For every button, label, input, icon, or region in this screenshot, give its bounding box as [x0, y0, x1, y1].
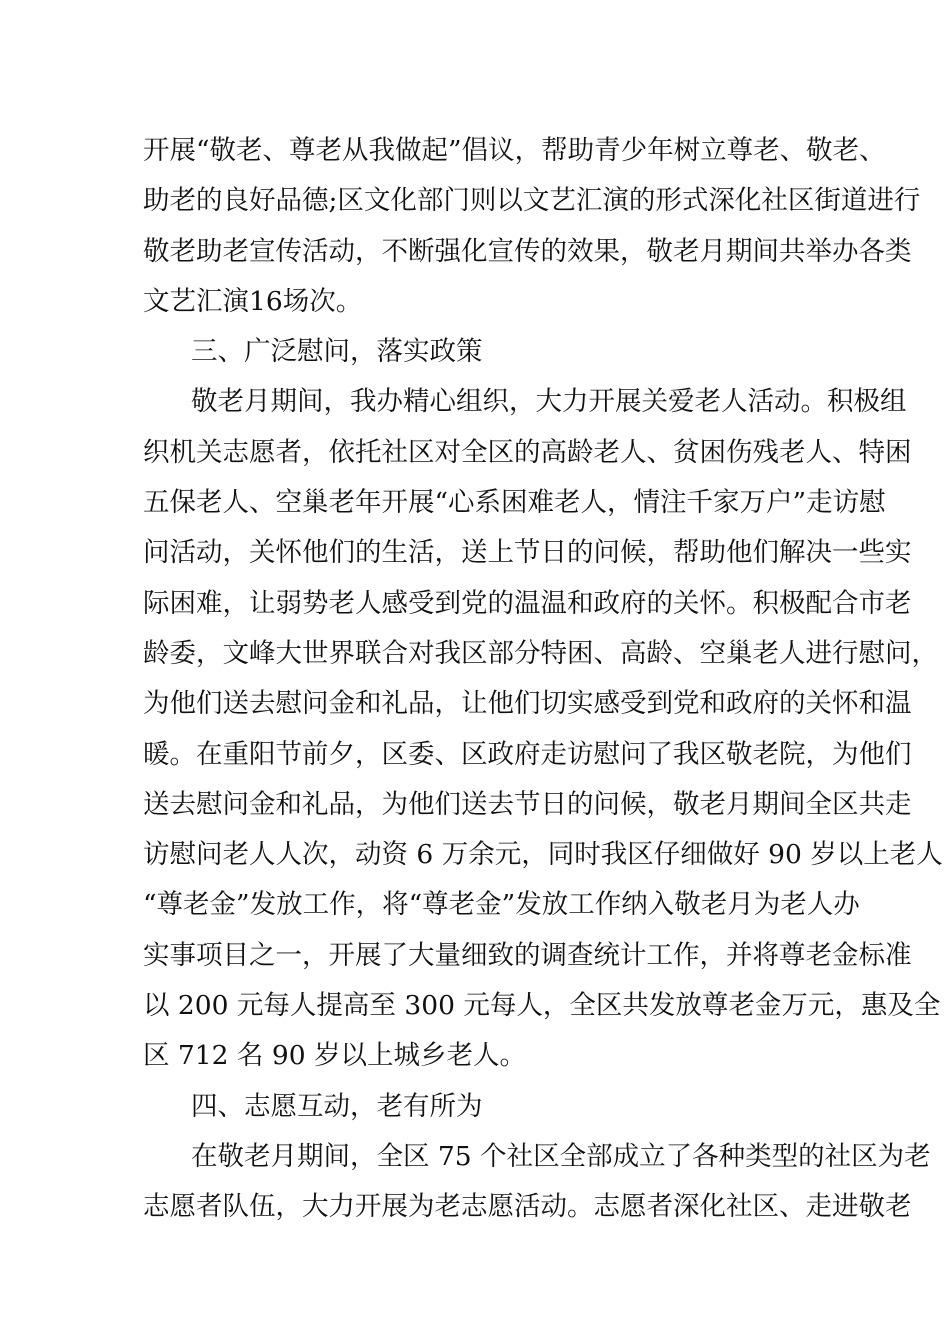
- section-heading: 四、志愿互动，老有所为: [191, 1090, 483, 1122]
- paragraph-line: 访慰问老人人次，动资 6 万余元，同时我区仔细做好 90 岁以上老人: [143, 839, 943, 871]
- paragraph-line: 实事项目之一，开展了大量细致的调查统计工作，并将尊老金标准: [143, 939, 912, 971]
- paragraph-line: 区 712 名 90 岁以上城乡老人。: [143, 1040, 526, 1072]
- paragraph-line: 为他们送去慰问金和礼品，让他们切实感受到党和政府的关怀和温: [143, 688, 912, 720]
- paragraph-line: 际困难，让弱势老人感受到党的温温和政府的关怀。积极配合市老: [143, 587, 912, 619]
- paragraph-line: 在敬老月期间，全区 75 个社区全部成立了各种类型的社区为老: [191, 1140, 931, 1172]
- paragraph-line: 敬老月期间，我办精心组织，大力开展关爱老人活动。积极组: [191, 386, 907, 418]
- paragraph-line: 龄委，文峰大世界联合对我区部分特困、高龄、空巢老人进行慰问，: [143, 637, 938, 669]
- paragraph-line: 志愿者队伍，大力开展为老志愿活动。志愿者深化社区、走进敬老: [143, 1191, 912, 1223]
- paragraph-line: 织机关志愿者，依托社区对全区的高龄老人、贫困伤残老人、特困: [143, 436, 912, 468]
- section-heading: 三、广泛慰问，落实政策: [191, 336, 483, 368]
- paragraph-line: 暖。在重阳节前夕，区委、区政府走访慰问了我区敬老院，为他们: [143, 738, 912, 770]
- paragraph-line: 送去慰问金和礼品，为他们送去节日的问候，敬老月期间全区共走: [143, 788, 912, 820]
- paragraph-line: 文艺汇演16场次。: [143, 285, 363, 317]
- paragraph-line: 敬老助老宣传活动，不断强化宣传的效果，敬老月期间共举办各类: [143, 235, 912, 267]
- document-body: [143, 126, 943, 1233]
- paragraph-line: 开展“敬老、尊老从我做起”倡议，帮助青少年树立尊老、敬老、: [143, 135, 886, 166]
- paragraph-line: 以 200 元每人提高至 300 元每人，全区共发放尊老金万元，惠及全: [143, 990, 941, 1022]
- paragraph-line: 问活动，关怀他们的生活，送上节日的问候，帮助他们解决一些实: [143, 537, 912, 569]
- paragraph-line: 助老的良好品德;区文化部门则以文艺汇演的形式深化社区街道进行: [143, 185, 921, 217]
- paragraph-line: 五保老人、空巢老年开展“心系困难老人，情注千家万户”走访慰: [143, 487, 886, 519]
- paragraph-line: “尊老金”发放工作，将“尊老金”发放工作纳入敬老月为老人办: [143, 889, 860, 921]
